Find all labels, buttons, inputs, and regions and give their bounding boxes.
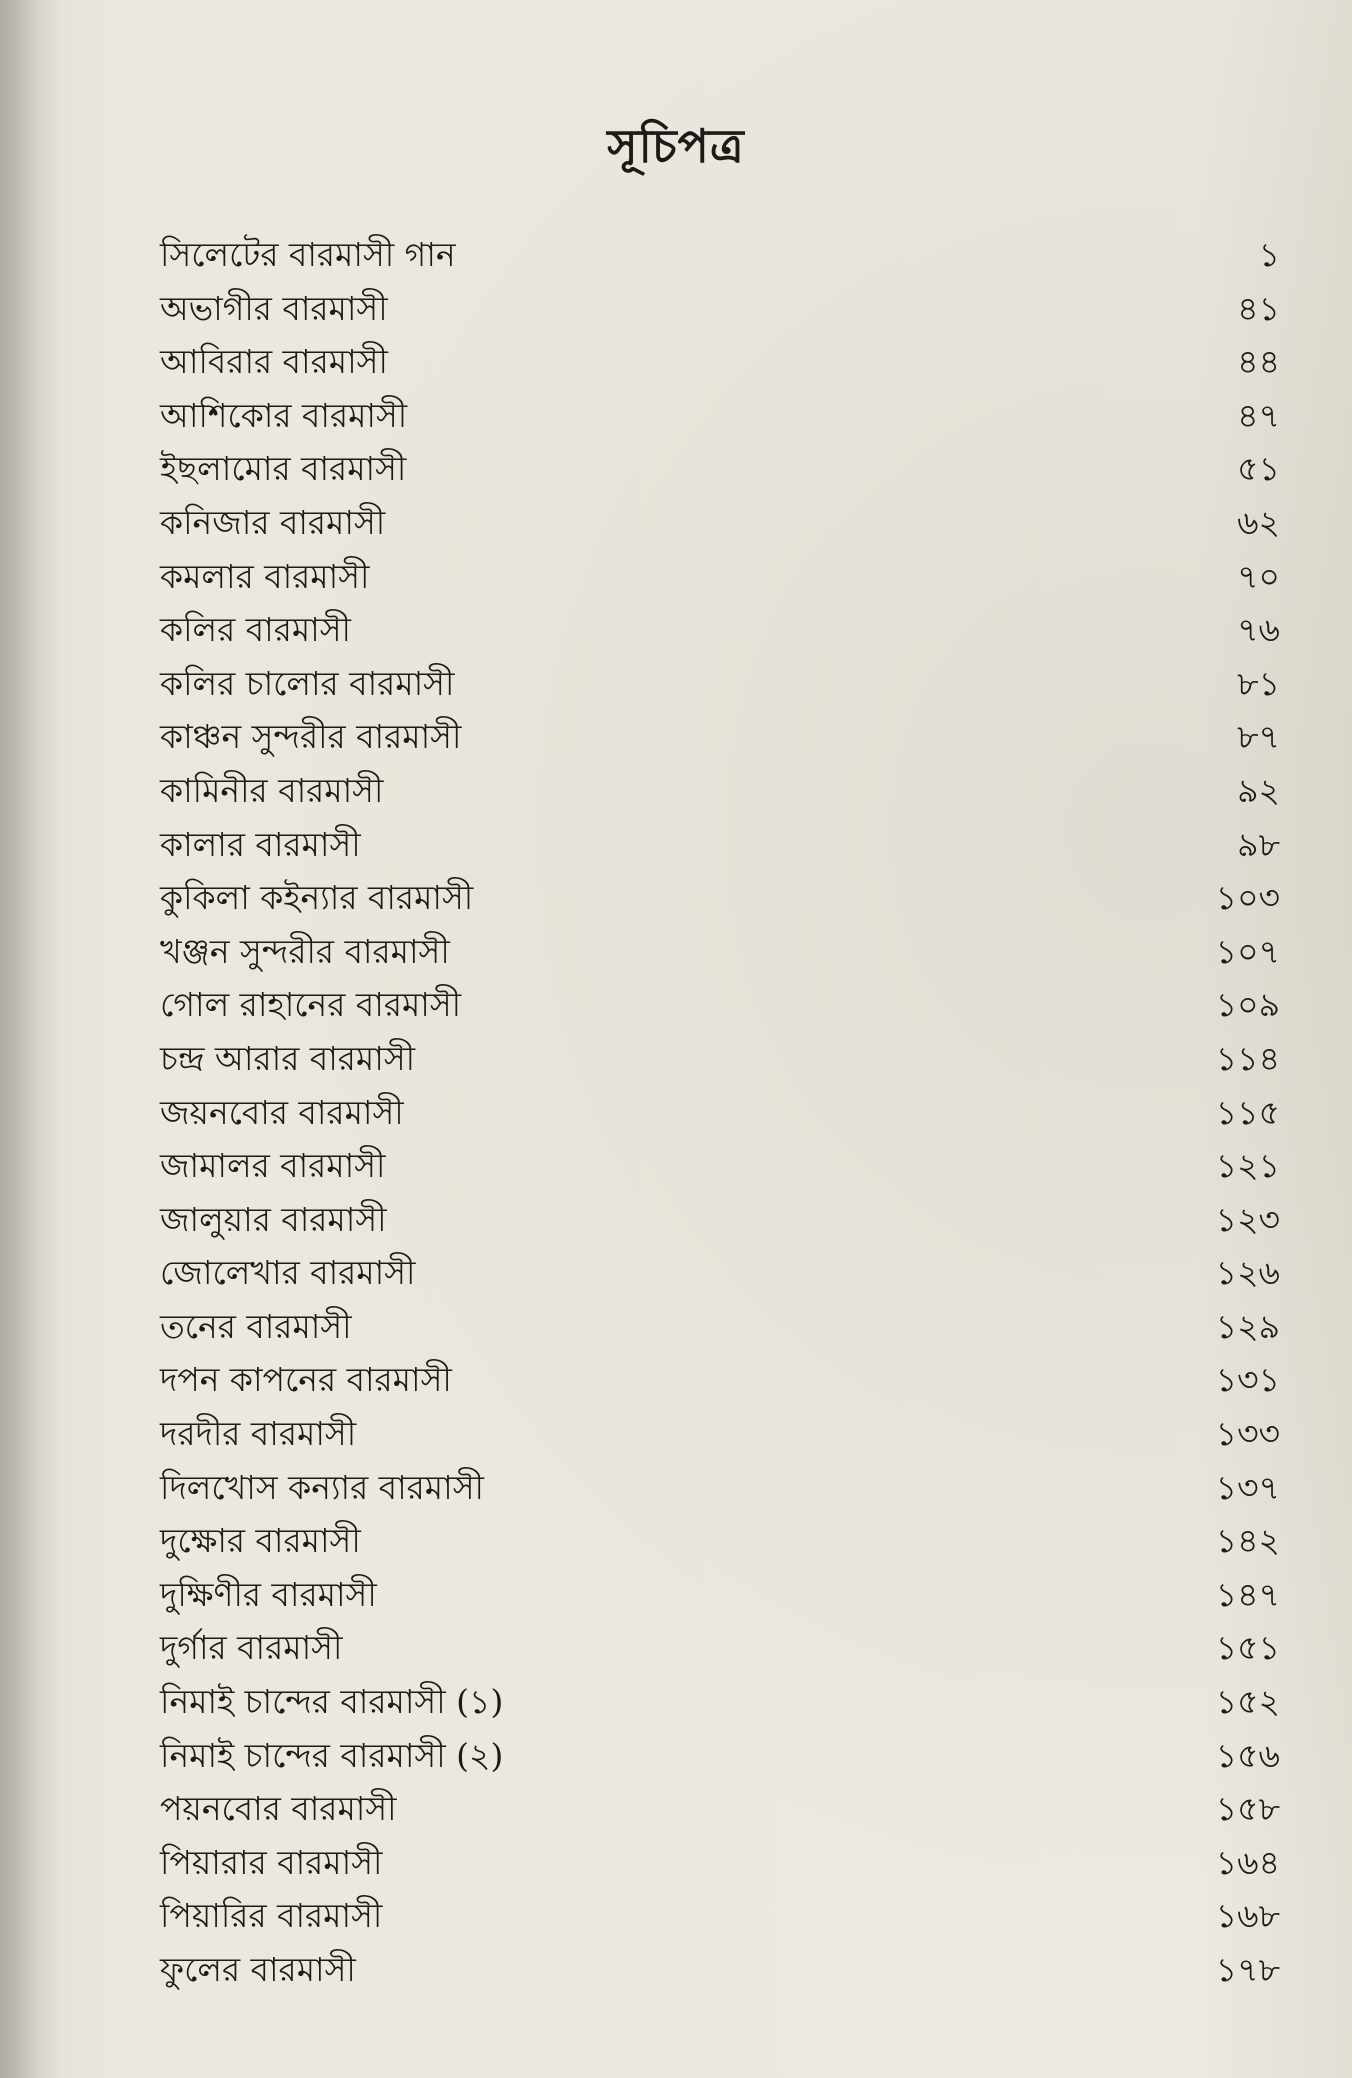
toc-entry-page-number: ৮৭: [1237, 717, 1280, 757]
toc-entry-page-number: ১০৩: [1215, 878, 1280, 918]
toc-entry: [160, 550, 1280, 604]
toc-entry-page-number: ৪১: [1237, 288, 1280, 328]
toc-entry: [160, 1514, 1280, 1568]
toc-entry-title: পিয়ারার বারমাসী: [160, 1842, 383, 1882]
toc-entry-page-number: ৭০: [1237, 556, 1280, 596]
toc-entry-title: কলির বারমাসী: [160, 610, 351, 650]
toc-entry-title: আবিরার বারমাসী: [160, 342, 388, 382]
toc-entry-page-number: ১৩৭: [1215, 1467, 1280, 1507]
toc-entry-page-number: ১২১: [1215, 1146, 1280, 1186]
toc-entry-title: জয়নবোর বারমাসী: [160, 1092, 404, 1132]
toc-entry-title: ফুলের বারমাসী: [160, 1950, 356, 1989]
toc-entry: [160, 1889, 1280, 1943]
toc-entry-page-number: ১৬৪: [1215, 1842, 1280, 1882]
toc-entry-title: কাঞ্চন সুন্দরীর বারমাসী: [160, 717, 462, 757]
toc-entry: [160, 1246, 1280, 1300]
toc-entry: [160, 603, 1280, 657]
toc-entry-page-number: ১০৯: [1215, 985, 1280, 1025]
toc-entry-title: জালুয়ার বারমাসী: [160, 1199, 387, 1239]
toc-entry: [160, 871, 1280, 925]
toc-entry-title: দুক্ষোর বারমাসী: [160, 1521, 361, 1561]
toc-entry-page-number: ৫১: [1237, 449, 1280, 489]
toc-entry-page-number: ১১৫: [1215, 1092, 1280, 1132]
toc-entry-page-number: ১২৯: [1215, 1306, 1280, 1346]
toc-entry-title: চন্দ্র আরার বারমাসী: [160, 1038, 416, 1078]
toc-entry-title: দুর্গার বারমাসী: [160, 1628, 343, 1668]
toc-entry-title: তনের বারমাসী: [160, 1306, 352, 1346]
toc-entry-title: দিলখোস কন্যার বারমাসী: [160, 1467, 484, 1507]
toc-entry-title: কামিনীর বারমাসী: [160, 770, 384, 810]
toc-entry-title: ইছলামোর বারমাসী: [160, 449, 407, 489]
toc-entry: [160, 1729, 1280, 1783]
toc-entry: [160, 925, 1280, 979]
toc-entry: [160, 1782, 1280, 1836]
toc-entry-page-number: ৮১: [1237, 663, 1280, 703]
toc-entry-page-number: ৭৬: [1237, 610, 1280, 650]
toc-entry-page-number: ১৫২: [1215, 1682, 1280, 1722]
toc-entry-title: জামালর বারমাসী: [160, 1146, 386, 1186]
toc-entry-title: আশিকোর বারমাসী: [160, 395, 408, 435]
toc-entry-title: দপন কাপনের বারমাসী: [160, 1360, 452, 1400]
toc-entry-page-number: ১১৪: [1215, 1038, 1280, 1078]
toc-entry: [160, 1139, 1280, 1193]
toc-entry-title: নিমাই চান্দের বারমাসী (১): [160, 1682, 504, 1722]
toc-entry: [160, 818, 1280, 872]
toc-entry: [160, 1407, 1280, 1461]
toc-entry: [160, 335, 1280, 389]
toc-entry: [160, 1621, 1280, 1675]
page-title: সূচিপত্র: [607, 119, 745, 173]
toc-entry-title: অভাগীর বারমাসী: [160, 288, 388, 328]
toc-entry: [160, 1353, 1280, 1407]
toc-entry-title: কলির চালোর বারমাসী: [160, 663, 455, 703]
toc-entry-title: পয়নবোর বারমাসী: [160, 1789, 397, 1829]
toc-entry-page-number: ৯২: [1237, 770, 1280, 810]
toc-entry-page-number: ৪৭: [1237, 395, 1280, 435]
toc-entry-page-number: ১৪৭: [1215, 1574, 1280, 1614]
page-gutter-shadow: [0, 0, 60, 2078]
toc-entry: [160, 1943, 1280, 1997]
toc-entry-page-number: ১৫৮: [1215, 1789, 1280, 1829]
toc-entry-page-number: ৬২: [1237, 502, 1280, 542]
toc-entry-title: পিয়ারির বারমাসী: [160, 1896, 383, 1936]
toc-entry: [160, 282, 1280, 336]
toc-entry-title: খঞ্জন সুন্দরীর বারমাসী: [160, 931, 450, 971]
toc-entry-page-number: ১৬৮: [1215, 1896, 1280, 1936]
toc-entry: [160, 764, 1280, 818]
toc-entry-title: কমলার বারমাসী: [160, 556, 370, 596]
toc-entry: [160, 710, 1280, 764]
toc-entry-page-number: ১২৬: [1215, 1253, 1280, 1293]
toc-entry: [160, 1300, 1280, 1354]
toc-entry-page-number: ৯৮: [1237, 824, 1280, 864]
toc-entry-title: কনিজার বারমাসী: [160, 502, 386, 542]
toc-entry: [160, 496, 1280, 550]
toc-entry-title: সিলেটের বারমাসী গান: [160, 235, 456, 274]
toc-entry-title: গোল রাহানের বারমাসী: [160, 985, 462, 1025]
toc-entry: [160, 228, 1280, 282]
toc-entry-page-number: ১৭৮: [1215, 1950, 1280, 1989]
toc-entry: [160, 1193, 1280, 1247]
toc-entry: [160, 1675, 1280, 1729]
toc-entry: [160, 442, 1280, 496]
toc-entry: [160, 978, 1280, 1032]
toc-entry-page-number: ১৫৬: [1215, 1735, 1280, 1775]
toc-entry: [160, 1836, 1280, 1890]
toc-entry-title: জোলেখার বারমাসী: [160, 1253, 416, 1293]
toc-entry-page-number: ১২৩: [1215, 1199, 1280, 1239]
toc-entry-title: নিমাই চান্দের বারমাসী (২): [160, 1735, 504, 1775]
toc-entry: [160, 1568, 1280, 1622]
toc-entry: [160, 1086, 1280, 1140]
toc-entry-page-number: ১৩১: [1215, 1360, 1280, 1400]
table-of-contents: [160, 228, 1280, 1997]
toc-entry-title: দরদীর বারমাসী: [160, 1414, 357, 1454]
toc-entry-page-number: ১: [1258, 235, 1280, 274]
toc-entry-title: দুক্ষিণীর বারমাসী: [160, 1574, 377, 1614]
toc-entry-title: কুকিলা কইন্যার বারমাসী: [160, 878, 474, 918]
toc-entry-page-number: ৪৪: [1237, 342, 1280, 382]
toc-entry-page-number: ১৪২: [1215, 1521, 1280, 1561]
toc-entry-title: কালার বারমাসী: [160, 824, 361, 864]
toc-entry-page-number: ১০৭: [1215, 931, 1280, 971]
toc-entry: [160, 657, 1280, 711]
toc-entry: [160, 389, 1280, 443]
toc-entry: [160, 1032, 1280, 1086]
toc-entry: [160, 1461, 1280, 1515]
toc-entry-page-number: ১৩৩: [1215, 1414, 1280, 1454]
toc-entry-page-number: ১৫১: [1215, 1628, 1280, 1668]
